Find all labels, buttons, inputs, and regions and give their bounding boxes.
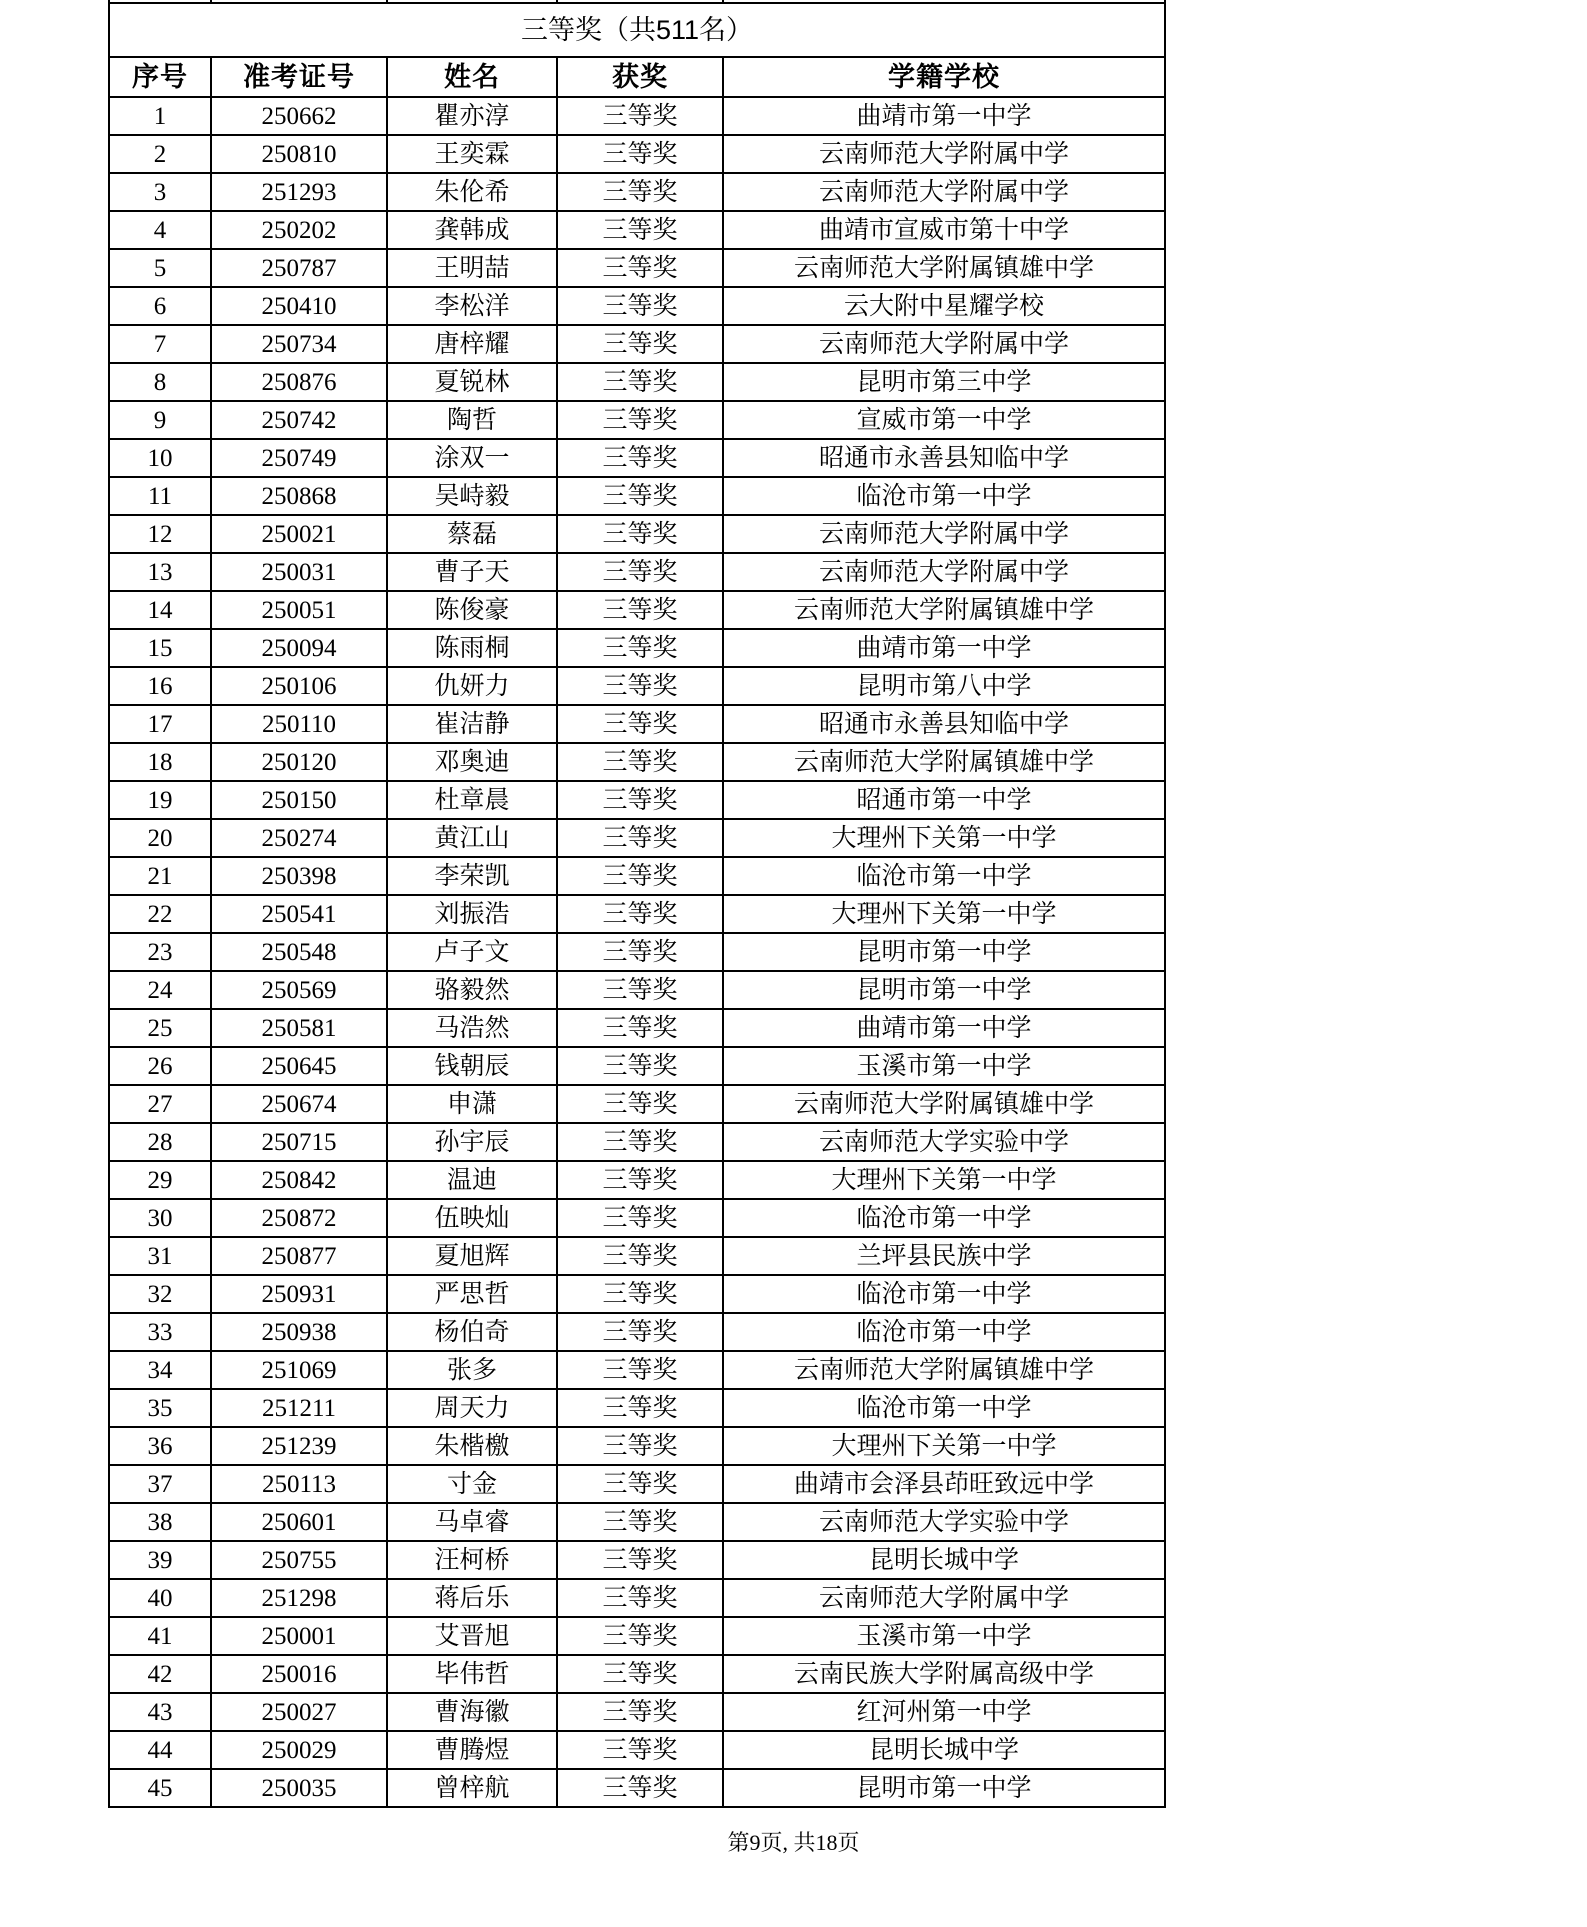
cell-award: 三等奖 [557,819,723,857]
cell-ticket: 250027 [211,1693,387,1731]
table-row [109,211,1165,249]
cell-index: 26 [109,1047,211,1085]
cell-award: 三等奖 [557,1731,723,1769]
cell-school: 云南师范大学附属中学 [723,325,1165,363]
table-row [109,287,1165,325]
cell-school: 云南师范大学附属中学 [723,553,1165,591]
cell-ticket: 250872 [211,1199,387,1237]
cell-name: 严思哲 [387,1275,557,1313]
cell-ticket: 250548 [211,933,387,971]
cell-school: 大理州下关第一中学 [723,1161,1165,1199]
cell-index: 23 [109,933,211,971]
cell-name: 朱伦希 [387,173,557,211]
cell-school: 云南师范大学附属中学 [723,1579,1165,1617]
table-row [109,1047,1165,1085]
cell-index: 11 [109,477,211,515]
cell-index: 10 [109,439,211,477]
cell-index: 36 [109,1427,211,1465]
cell-index: 32 [109,1275,211,1313]
table-row [109,591,1165,629]
cell-ticket: 250734 [211,325,387,363]
table-row [109,135,1165,173]
award-list-table [108,0,1166,1808]
table-row [109,1313,1165,1351]
cell-name: 朱楷檄 [387,1427,557,1465]
cell-index: 35 [109,1389,211,1427]
cell-name: 崔洁静 [387,705,557,743]
cell-index: 44 [109,1731,211,1769]
cell-name: 王明喆 [387,249,557,287]
cell-award: 三等奖 [557,211,723,249]
cell-ticket: 250120 [211,743,387,781]
cell-name: 黄江山 [387,819,557,857]
cell-index: 34 [109,1351,211,1389]
table-row [109,1123,1165,1161]
cell-index: 28 [109,1123,211,1161]
cell-ticket: 250021 [211,515,387,553]
cell-award: 三等奖 [557,363,723,401]
cell-school: 红河州第一中学 [723,1693,1165,1731]
cell-school: 云南师范大学实验中学 [723,1123,1165,1161]
cell-school: 昆明市第一中学 [723,971,1165,1009]
cell-name: 邓奥迪 [387,743,557,781]
cell-ticket: 251293 [211,173,387,211]
cell-school: 玉溪市第一中学 [723,1047,1165,1085]
table-row [109,173,1165,211]
cell-index: 24 [109,971,211,1009]
cell-ticket: 250541 [211,895,387,933]
cell-ticket: 250001 [211,1617,387,1655]
cell-award: 三等奖 [557,1389,723,1427]
cell-award: 三等奖 [557,97,723,135]
cell-school: 云南师范大学附属中学 [723,173,1165,211]
cell-index: 45 [109,1769,211,1807]
cell-ticket: 250106 [211,667,387,705]
column-header-index: 序号 [109,57,211,97]
cell-index: 41 [109,1617,211,1655]
cell-award: 三等奖 [557,857,723,895]
table-row [109,553,1165,591]
cell-index: 17 [109,705,211,743]
cell-index: 40 [109,1579,211,1617]
cell-award: 三等奖 [557,667,723,705]
cell-ticket: 250662 [211,97,387,135]
cell-name: 温迪 [387,1161,557,1199]
table-row [109,1275,1165,1313]
cell-school: 昆明市第一中学 [723,1769,1165,1807]
cell-index: 4 [109,211,211,249]
table-row [109,1769,1165,1807]
cell-name: 孙宇辰 [387,1123,557,1161]
cell-school: 大理州下关第一中学 [723,895,1165,933]
cell-ticket: 250715 [211,1123,387,1161]
cell-school: 曲靖市宣威市第十中学 [723,211,1165,249]
cell-school: 玉溪市第一中学 [723,1617,1165,1655]
cell-ticket: 250051 [211,591,387,629]
cell-index: 38 [109,1503,211,1541]
cell-ticket: 250581 [211,1009,387,1047]
cell-school: 云大附中星耀学校 [723,287,1165,325]
cell-school: 昭通市永善县知临中学 [723,705,1165,743]
cell-index: 20 [109,819,211,857]
cell-school: 临沧市第一中学 [723,1313,1165,1351]
cell-index: 21 [109,857,211,895]
table-row [109,97,1165,135]
cell-school: 临沧市第一中学 [723,1275,1165,1313]
cell-school: 云南师范大学附属镇雄中学 [723,249,1165,287]
cell-award: 三等奖 [557,439,723,477]
cell-name: 马卓睿 [387,1503,557,1541]
cell-name: 张多 [387,1351,557,1389]
table-row [109,325,1165,363]
cell-name: 杜章晨 [387,781,557,819]
cell-name: 马浩然 [387,1009,557,1047]
cell-index: 3 [109,173,211,211]
cell-award: 三等奖 [557,1655,723,1693]
cell-ticket: 250810 [211,135,387,173]
cell-index: 27 [109,1085,211,1123]
table-row [109,439,1165,477]
cell-award: 三等奖 [557,1237,723,1275]
cell-award: 三等奖 [557,971,723,1009]
cell-school: 临沧市第一中学 [723,477,1165,515]
cell-name: 瞿亦淳 [387,97,557,135]
cell-name: 夏旭辉 [387,1237,557,1275]
table-row [109,1351,1165,1389]
cell-name: 伍映灿 [387,1199,557,1237]
table-row [109,477,1165,515]
cell-ticket: 250938 [211,1313,387,1351]
cell-ticket: 250398 [211,857,387,895]
cell-index: 6 [109,287,211,325]
cell-index: 13 [109,553,211,591]
cell-index: 33 [109,1313,211,1351]
cell-name: 蒋后乐 [387,1579,557,1617]
cell-school: 云南师范大学附属镇雄中学 [723,1351,1165,1389]
column-header-award: 获奖 [557,57,723,97]
table-row [109,781,1165,819]
cell-award: 三等奖 [557,1769,723,1807]
cell-name: 钱朝辰 [387,1047,557,1085]
cell-index: 7 [109,325,211,363]
cell-award: 三等奖 [557,591,723,629]
cell-name: 曾梓航 [387,1769,557,1807]
cell-index: 14 [109,591,211,629]
cell-ticket: 250842 [211,1161,387,1199]
cell-name: 杨伯奇 [387,1313,557,1351]
cell-school: 云南民族大学附属高级中学 [723,1655,1165,1693]
cell-ticket: 250410 [211,287,387,325]
cell-award: 三等奖 [557,1123,723,1161]
cell-school: 临沧市第一中学 [723,1389,1165,1427]
table-row [109,1009,1165,1047]
table-row [109,1427,1165,1465]
cell-award: 三等奖 [557,477,723,515]
cell-award: 三等奖 [557,1199,723,1237]
cell-school: 曲靖市第一中学 [723,97,1165,135]
cell-ticket: 250674 [211,1085,387,1123]
cell-index: 5 [109,249,211,287]
cell-index: 22 [109,895,211,933]
table-row [109,933,1165,971]
cell-name: 陶哲 [387,401,557,439]
cell-ticket: 250868 [211,477,387,515]
section-banner-label: 三等奖（共511名） [109,3,1165,57]
cell-ticket: 251298 [211,1579,387,1617]
cell-name: 艾晋旭 [387,1617,557,1655]
cell-ticket: 250755 [211,1541,387,1579]
cell-award: 三等奖 [557,705,723,743]
cell-school: 昆明市第三中学 [723,363,1165,401]
cell-name: 毕伟哲 [387,1655,557,1693]
table-row [109,1541,1165,1579]
cell-school: 临沧市第一中学 [723,1199,1165,1237]
cell-ticket: 250029 [211,1731,387,1769]
cell-name: 唐梓耀 [387,325,557,363]
cell-award: 三等奖 [557,1161,723,1199]
cell-ticket: 250150 [211,781,387,819]
cell-ticket: 250787 [211,249,387,287]
table-row [109,1199,1165,1237]
cell-school: 昭通市永善县知临中学 [723,439,1165,477]
table-row [109,1465,1165,1503]
cell-school: 大理州下关第一中学 [723,819,1165,857]
table-row [109,743,1165,781]
table-row [109,819,1165,857]
table-row [109,1693,1165,1731]
cell-school: 宣威市第一中学 [723,401,1165,439]
table-row [109,515,1165,553]
cell-index: 15 [109,629,211,667]
cell-award: 三等奖 [557,287,723,325]
cell-index: 12 [109,515,211,553]
cell-index: 42 [109,1655,211,1693]
cell-ticket: 251069 [211,1351,387,1389]
cell-index: 2 [109,135,211,173]
cell-ticket: 250569 [211,971,387,1009]
cell-school: 云南师范大学实验中学 [723,1503,1165,1541]
cell-name: 寸金 [387,1465,557,1503]
table-header-row [109,57,1165,97]
cell-name: 陈雨桐 [387,629,557,667]
cell-ticket: 250877 [211,1237,387,1275]
table-row [109,363,1165,401]
table-row [109,1579,1165,1617]
cell-ticket: 250031 [211,553,387,591]
cell-ticket: 250202 [211,211,387,249]
cell-index: 8 [109,363,211,401]
cell-ticket: 250876 [211,363,387,401]
cell-ticket: 251239 [211,1427,387,1465]
cell-award: 三等奖 [557,895,723,933]
cell-award: 三等奖 [557,781,723,819]
cell-name: 李荣凯 [387,857,557,895]
cell-award: 三等奖 [557,1009,723,1047]
table-row [109,857,1165,895]
cell-name: 仇妍力 [387,667,557,705]
cell-award: 三等奖 [557,1085,723,1123]
cell-ticket: 250274 [211,819,387,857]
cell-award: 三等奖 [557,1579,723,1617]
cell-school: 昆明长城中学 [723,1541,1165,1579]
table-row [109,401,1165,439]
cell-award: 三等奖 [557,1427,723,1465]
cell-school: 曲靖市第一中学 [723,1009,1165,1047]
table-row [109,1731,1165,1769]
cell-award: 三等奖 [557,629,723,667]
table-row [109,895,1165,933]
cell-school: 云南师范大学附属镇雄中学 [723,591,1165,629]
cell-index: 9 [109,401,211,439]
table-row [109,971,1165,1009]
page-number-footer: 第9页, 共18页 [727,1830,860,1855]
table-row [109,667,1165,705]
cell-index: 30 [109,1199,211,1237]
cell-ticket: 250749 [211,439,387,477]
cell-name: 申潇 [387,1085,557,1123]
cell-name: 曹子天 [387,553,557,591]
cell-award: 三等奖 [557,1275,723,1313]
cell-school: 曲靖市会泽县茚旺致远中学 [723,1465,1165,1503]
cell-award: 三等奖 [557,1351,723,1389]
cell-name: 涂双一 [387,439,557,477]
cell-name: 周天力 [387,1389,557,1427]
cell-index: 31 [109,1237,211,1275]
cell-ticket: 250110 [211,705,387,743]
cell-ticket: 250016 [211,1655,387,1693]
cell-award: 三等奖 [557,1313,723,1351]
cell-award: 三等奖 [557,1617,723,1655]
cell-school: 昆明市第一中学 [723,933,1165,971]
cell-ticket: 250113 [211,1465,387,1503]
cell-award: 三等奖 [557,1693,723,1731]
cell-school: 昆明长城中学 [723,1731,1165,1769]
cell-name: 骆毅然 [387,971,557,1009]
cell-school: 临沧市第一中学 [723,857,1165,895]
cell-award: 三等奖 [557,1465,723,1503]
cell-school: 云南师范大学附属中学 [723,515,1165,553]
cell-ticket: 251211 [211,1389,387,1427]
cell-index: 43 [109,1693,211,1731]
cell-award: 三等奖 [557,249,723,287]
table-row [109,1161,1165,1199]
cell-award: 三等奖 [557,1503,723,1541]
table-row [109,249,1165,287]
cell-award: 三等奖 [557,173,723,211]
cell-index: 1 [109,97,211,135]
table-row [109,1389,1165,1427]
column-header-school: 学籍学校 [723,57,1165,97]
cell-ticket: 250094 [211,629,387,667]
table-row [109,1085,1165,1123]
cell-ticket: 250601 [211,1503,387,1541]
cell-index: 29 [109,1161,211,1199]
cell-school: 昆明市第八中学 [723,667,1165,705]
cell-award: 三等奖 [557,553,723,591]
cell-name: 吴峙毅 [387,477,557,515]
cell-ticket: 250645 [211,1047,387,1085]
cell-name: 卢子文 [387,933,557,971]
cell-index: 16 [109,667,211,705]
cell-name: 夏锐林 [387,363,557,401]
cell-name: 龚韩成 [387,211,557,249]
cell-school: 昭通市第一中学 [723,781,1165,819]
table-row [109,1617,1165,1655]
cell-index: 37 [109,1465,211,1503]
cell-name: 李松洋 [387,287,557,325]
cell-ticket: 250931 [211,1275,387,1313]
table-row [109,1655,1165,1693]
column-header-ticket: 准考证号 [211,57,387,97]
cell-school: 兰坪县民族中学 [723,1237,1165,1275]
award-table-body [109,0,1165,1807]
cell-index: 19 [109,781,211,819]
cell-school: 云南师范大学附属中学 [723,135,1165,173]
cell-award: 三等奖 [557,135,723,173]
table-row [109,629,1165,667]
cell-award: 三等奖 [557,933,723,971]
cell-award: 三等奖 [557,515,723,553]
cell-index: 18 [109,743,211,781]
cell-award: 三等奖 [557,1047,723,1085]
cell-index: 39 [109,1541,211,1579]
table-row [109,1503,1165,1541]
cell-ticket: 250742 [211,401,387,439]
cell-name: 曹腾煜 [387,1731,557,1769]
cell-name: 蔡磊 [387,515,557,553]
cell-school: 曲靖市第一中学 [723,629,1165,667]
cell-school: 云南师范大学附属镇雄中学 [723,743,1165,781]
table-row [109,1237,1165,1275]
cell-index: 25 [109,1009,211,1047]
cell-name: 王奕霖 [387,135,557,173]
cell-name: 汪柯桥 [387,1541,557,1579]
cell-school: 云南师范大学附属镇雄中学 [723,1085,1165,1123]
cell-award: 三等奖 [557,1541,723,1579]
cell-school: 大理州下关第一中学 [723,1427,1165,1465]
cell-award: 三等奖 [557,401,723,439]
cell-ticket: 250035 [211,1769,387,1807]
table-row [109,705,1165,743]
cell-name: 陈俊豪 [387,591,557,629]
column-header-name: 姓名 [387,57,557,97]
cell-name: 曹海徽 [387,1693,557,1731]
section-banner-row [109,3,1165,57]
cell-name: 刘振浩 [387,895,557,933]
cell-award: 三等奖 [557,325,723,363]
cell-award: 三等奖 [557,743,723,781]
